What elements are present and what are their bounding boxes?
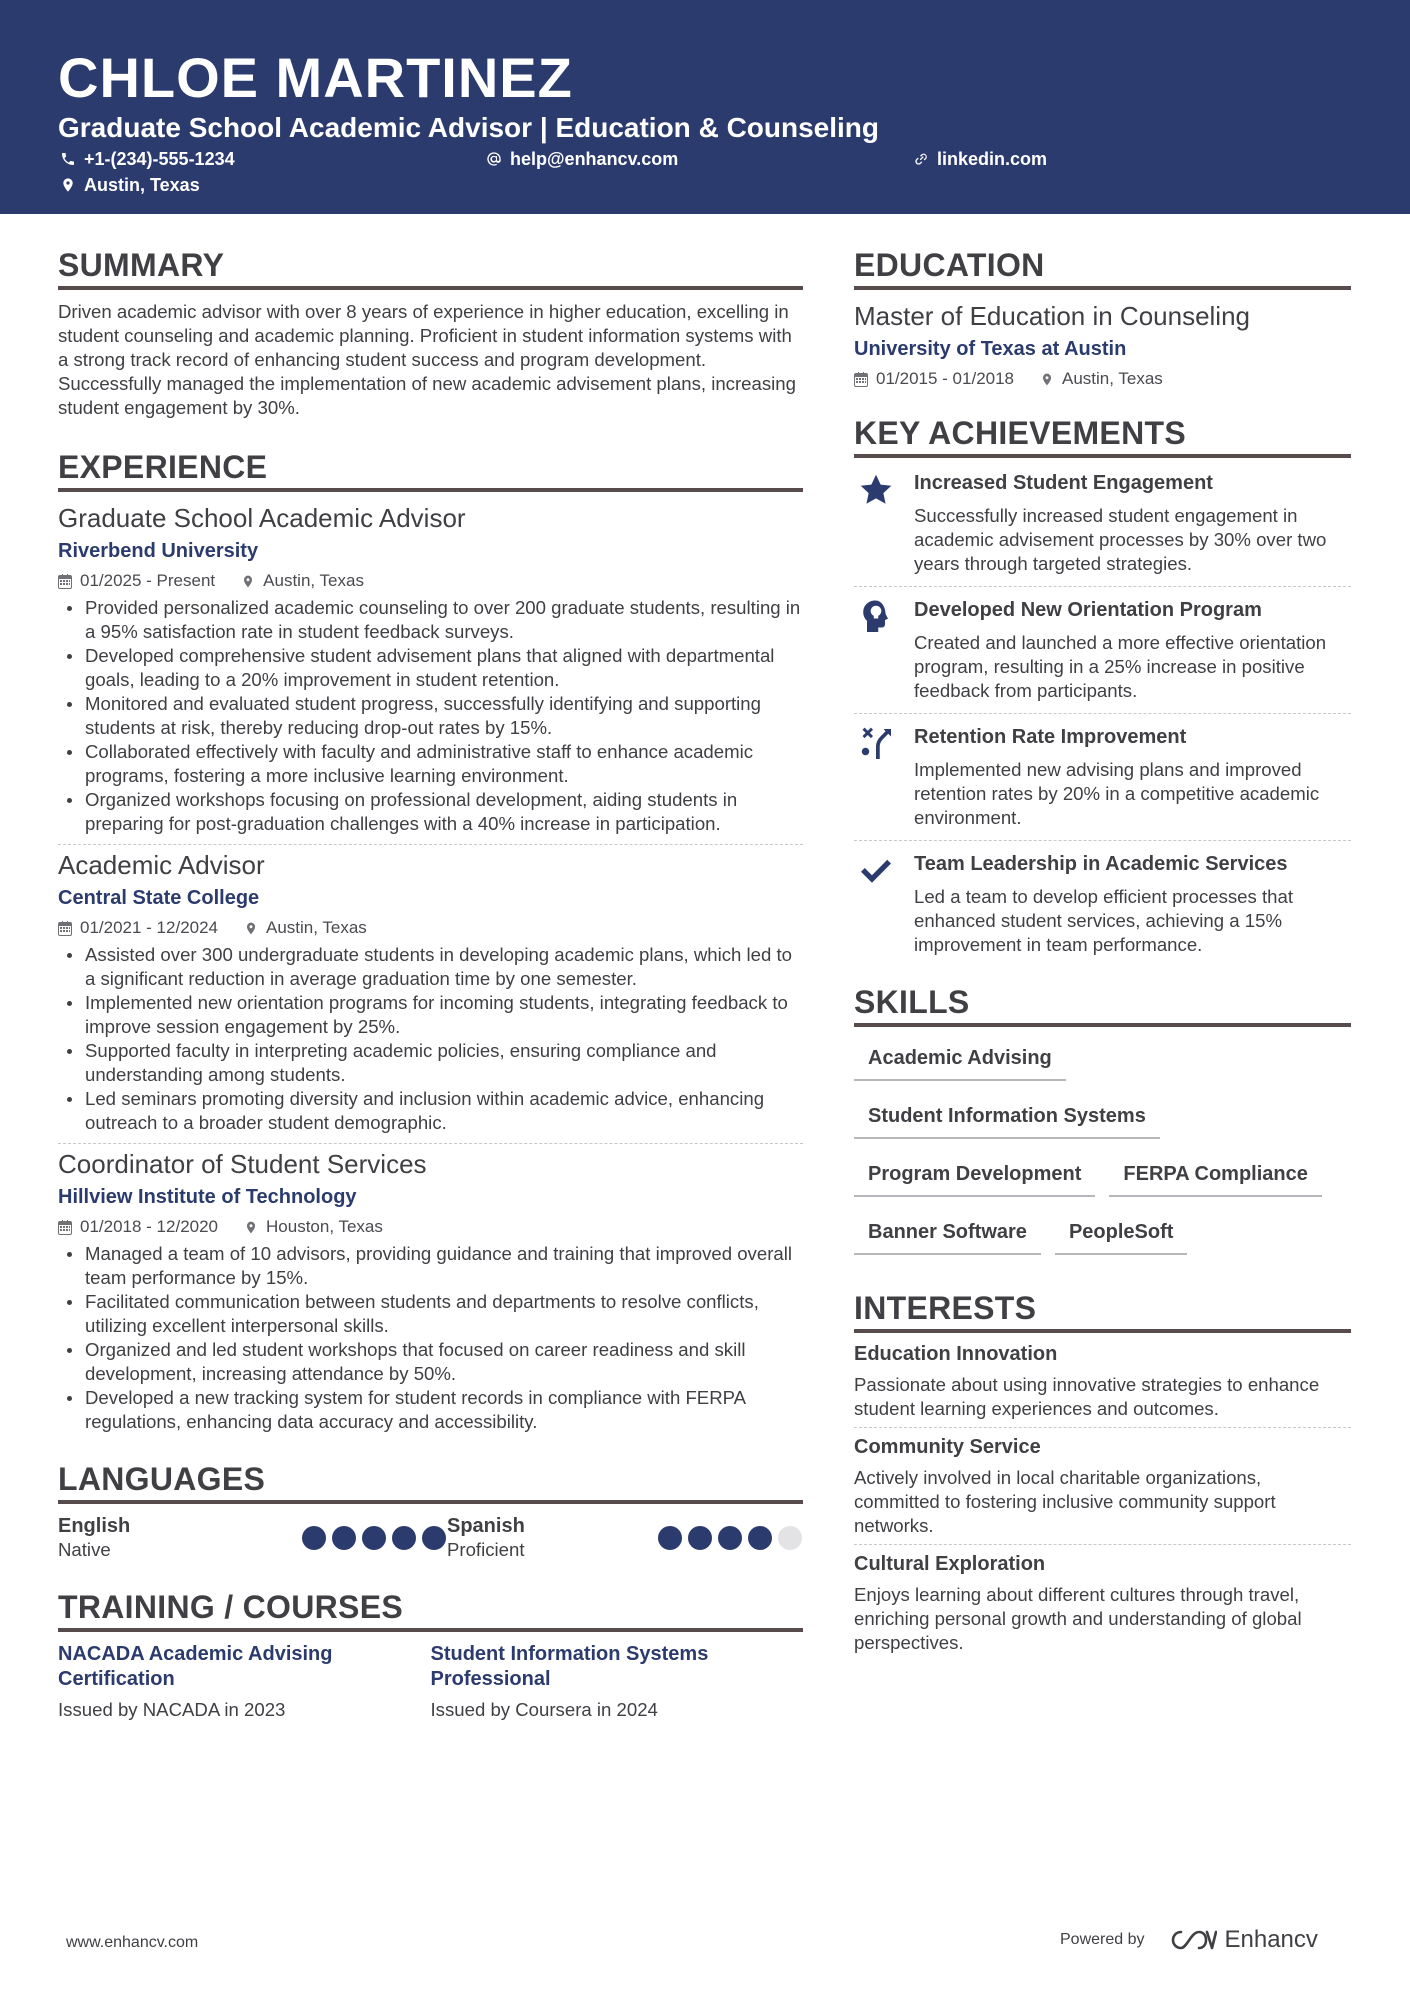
- language-level: Proficient: [447, 1539, 525, 1560]
- achievement-desc: Implemented new advising plans and improved retention rates by 20% in a competitive academic environment.: [914, 759, 1320, 828]
- rating-dot: [332, 1526, 356, 1550]
- achievement-title: Developed New Orientation Program: [914, 599, 1262, 621]
- summary-heading: SUMMARY: [58, 246, 803, 290]
- training-issuer: Issued by NACADA in 2023: [58, 1699, 286, 1720]
- languages-list: [58, 1514, 803, 1562]
- language-rating: [302, 1526, 446, 1550]
- job-company: Riverbend University: [58, 540, 259, 562]
- job-bullet: Implemented new orientation programs for incoming students, integrating feedback to improve session engagement by 25%.: [58, 991, 803, 1039]
- education-meta: [854, 368, 1351, 390]
- calendar-icon: [58, 574, 72, 589]
- footer-branding: [1060, 1926, 1318, 1954]
- skill-tag: FERPA Compliance: [1109, 1161, 1321, 1197]
- experience-heading: EXPERIENCE: [58, 448, 803, 492]
- achievement-item: [854, 843, 1351, 963]
- job-role: Academic Advisor: [58, 850, 265, 880]
- interests-heading: INTERESTS: [854, 1289, 1351, 1333]
- job-location: Austin, Texas: [263, 571, 364, 590]
- enhancv-logo-icon: [1171, 1928, 1217, 1952]
- achievement-item: [854, 716, 1351, 836]
- enhancv-logo[interactable]: [1171, 1926, 1318, 1954]
- divider: [58, 1143, 803, 1144]
- rating-dot: [718, 1526, 742, 1550]
- experience-entry: [58, 849, 803, 1135]
- experience-entry: [58, 502, 803, 836]
- calendar-icon: [58, 1220, 72, 1235]
- head-idea-icon: [858, 599, 894, 635]
- interest-desc: Passionate about using innovative strategies to enhance student learning experiences and outcomes.: [854, 1374, 1320, 1419]
- achievement-title: Increased Student Engagement: [914, 472, 1213, 494]
- contact-email[interactable]: [486, 148, 678, 170]
- achievement-item: [854, 589, 1351, 709]
- job-bullet: Facilitated communication between students and departments to resolve conflicts, utilizing excellent interpersonal skills.: [58, 1290, 803, 1338]
- job-bullet: Provided personalized academic counseling to over 200 graduate students, resulting in a 95% satisfaction rate in student feedback surveys.: [58, 596, 803, 644]
- candidate-title: Graduate School Academic Advisor | Education & Counseling: [58, 112, 880, 143]
- training-name: NACADA Academic Advising Certification: [58, 1643, 333, 1690]
- job-company: Central State College: [58, 887, 260, 909]
- interest-desc: Actively involved in local charitable organizations, committed to fostering inclusive community support networks.: [854, 1467, 1276, 1536]
- language-rating: [658, 1526, 802, 1550]
- job-role: Coordinator of Student Services: [58, 1149, 427, 1179]
- divider: [854, 1427, 1351, 1428]
- education-heading: EDUCATION: [854, 246, 1351, 290]
- skill-tag: Academic Advising: [854, 1045, 1066, 1081]
- rating-dot: [778, 1526, 802, 1550]
- job-location: Austin, Texas: [266, 918, 367, 937]
- right-column: [854, 246, 1351, 1655]
- job-bullets: [58, 943, 803, 1135]
- training-name: Student Information Systems Professional: [430, 1643, 709, 1690]
- interest-title: Community Service: [854, 1436, 1041, 1458]
- skills-heading: SKILLS: [854, 983, 1351, 1027]
- job-bullet: Organized and led student workshops that focused on career readiness and skill development, increasing attendance by 50%.: [58, 1338, 803, 1386]
- candidate-name: CHLOE MARTINEZ: [58, 46, 573, 109]
- education-degree: Master of Education in Counseling: [854, 301, 1251, 331]
- job-bullet: Organized workshops focusing on professional development, aiding students in preparing for post-graduation challenges with a 40% increase in participation.: [58, 788, 803, 836]
- job-bullet: Led seminars promoting diversity and inclusion within academic advice, enhancing outreach to a broader student demographic.: [58, 1087, 803, 1135]
- job-bullet: Assisted over 300 undergraduate students in developing academic plans, which led to a significant reduction in average graduation time by one semester.: [58, 943, 803, 991]
- skill-tag: Student Information Systems: [854, 1103, 1160, 1139]
- phone-icon: [60, 151, 76, 167]
- language-item: [58, 1514, 447, 1562]
- left-column: [58, 246, 803, 1722]
- training-item: [431, 1642, 804, 1722]
- skills-list: [854, 1045, 1351, 1255]
- training-list: [58, 1642, 803, 1722]
- rating-dot: [302, 1526, 326, 1550]
- contact-linkedin[interactable]: [913, 148, 1047, 170]
- interest-item: [854, 1341, 1351, 1421]
- divider: [854, 840, 1351, 841]
- rating-dot: [688, 1526, 712, 1550]
- rating-dot: [658, 1526, 682, 1550]
- interest-item: [854, 1434, 1351, 1538]
- skill-tag: PeopleSoft: [1055, 1219, 1187, 1255]
- job-bullets: [58, 596, 803, 836]
- rating-dot: [362, 1526, 386, 1550]
- rating-dot: [748, 1526, 772, 1550]
- job-role: Graduate School Academic Advisor: [58, 503, 466, 533]
- interest-item: [854, 1551, 1351, 1655]
- job-company: Hillview Institute of Technology: [58, 1186, 357, 1208]
- location-pin-icon: [244, 921, 258, 936]
- job-bullet: Developed comprehensive student advisement plans that aligned with departmental goals, leading to a 20% improvement in student retention.: [58, 644, 803, 692]
- achievement-item: [854, 462, 1351, 582]
- training-item: [58, 1642, 431, 1722]
- job-meta: [58, 917, 803, 939]
- calendar-icon: [58, 921, 72, 936]
- job-bullet: Collaborated effectively with faculty and administrative staff to enhance academic programs, fostering a more inclusive learning environment.: [58, 740, 803, 788]
- summary-text: Driven academic advisor with over 8 years of experience in higher education, excelling in student counseling and academic planning. Proficient in student information systems with a strong track record of enhancing student success and program development. Successfully managed the implementation of new academic advisement plans, increasing student engagement by 30%.: [58, 301, 796, 418]
- powered-by-label: Powered by: [1060, 1931, 1145, 1948]
- rating-dot: [422, 1526, 446, 1550]
- divider: [854, 586, 1351, 587]
- job-meta: [58, 1216, 803, 1238]
- job-dates: 01/2025 - Present: [80, 571, 216, 590]
- location-pin-icon: [1040, 372, 1054, 387]
- interest-title: Education Innovation: [854, 1343, 1058, 1365]
- achievement-desc: Successfully increased student engagement in academic advisement processes by 30% over two years through targeted strategies.: [914, 505, 1327, 574]
- language-level: Native: [58, 1539, 111, 1560]
- at-icon: [486, 151, 502, 167]
- experience-entry: [58, 1148, 803, 1434]
- job-location: Houston, Texas: [266, 1217, 383, 1236]
- achievement-title: Team Leadership in Academic Services: [914, 853, 1288, 875]
- achievements-heading: KEY ACHIEVEMENTS: [854, 414, 1351, 458]
- training-heading: TRAINING / COURSES: [58, 1588, 803, 1632]
- job-bullet: Monitored and evaluated student progress, successfully identifying and supporting students at risk, thereby reducing drop-out rates by 15%.: [58, 692, 803, 740]
- skill-tag: Program Development: [854, 1161, 1095, 1197]
- phone-text: +1-(234)-555-1234: [84, 149, 235, 169]
- education-dates: 01/2015 - 01/2018: [876, 369, 1015, 388]
- achievement-title: Retention Rate Improvement: [914, 726, 1187, 748]
- email-text: help@enhancv.com: [510, 149, 679, 169]
- divider: [854, 713, 1351, 714]
- resume-header: [0, 0, 1410, 214]
- job-bullet: Supported faculty in interpreting academic policies, ensuring compliance and understanding among students.: [58, 1039, 803, 1087]
- enhancv-logo-text: Enhancv: [1224, 1926, 1318, 1953]
- languages-heading: LANGUAGES: [58, 1460, 803, 1504]
- star-icon: [858, 472, 894, 508]
- language-item: [447, 1514, 803, 1562]
- footer-website[interactable]: www.enhancv.com: [66, 1934, 199, 1951]
- language-name: English: [58, 1515, 131, 1537]
- language-name: Spanish: [447, 1515, 525, 1537]
- job-dates: 01/2021 - 12/2024: [80, 918, 219, 937]
- location-pin-icon: [244, 1220, 258, 1235]
- link-icon: [913, 151, 929, 167]
- interest-desc: Enjoys learning about different cultures through travel, enriching personal growth and understanding of global perspectives.: [854, 1584, 1302, 1653]
- job-dates: 01/2018 - 12/2020: [80, 1217, 219, 1236]
- interest-title: Cultural Exploration: [854, 1553, 1046, 1575]
- location-pin-icon: [60, 177, 76, 193]
- skill-tag: Banner Software: [854, 1219, 1041, 1255]
- contact-location: [60, 174, 200, 196]
- job-bullet: Managed a team of 10 advisors, providing guidance and training that improved overall team performance by 15%.: [58, 1242, 803, 1290]
- check-icon: [858, 853, 894, 889]
- divider: [58, 844, 803, 845]
- rating-dot: [392, 1526, 416, 1550]
- divider: [854, 1544, 1351, 1545]
- achievement-desc: Led a team to develop efficient processes that enhanced student services, achieving a 15% improvement in team performance.: [914, 886, 1294, 955]
- location-text: Austin, Texas: [84, 175, 200, 195]
- location-pin-icon: [241, 574, 255, 589]
- training-issuer: Issued by Coursera in 2024: [430, 1699, 658, 1720]
- calendar-icon: [854, 372, 868, 387]
- strategy-icon: [858, 726, 894, 762]
- education-location: Austin, Texas: [1062, 369, 1163, 388]
- contact-phone[interactable]: [60, 148, 235, 170]
- education-school: University of Texas at Austin: [854, 338, 1127, 360]
- job-meta: [58, 570, 803, 592]
- linkedin-text: linkedin.com: [937, 149, 1048, 169]
- job-bullets: [58, 1242, 803, 1434]
- job-bullet: Developed a new tracking system for student records in compliance with FERPA regulations, enhancing data accuracy and accessibility.: [58, 1386, 803, 1434]
- achievement-desc: Created and launched a more effective orientation program, resulting in a 25% increase in positive feedback from participants.: [914, 632, 1327, 701]
